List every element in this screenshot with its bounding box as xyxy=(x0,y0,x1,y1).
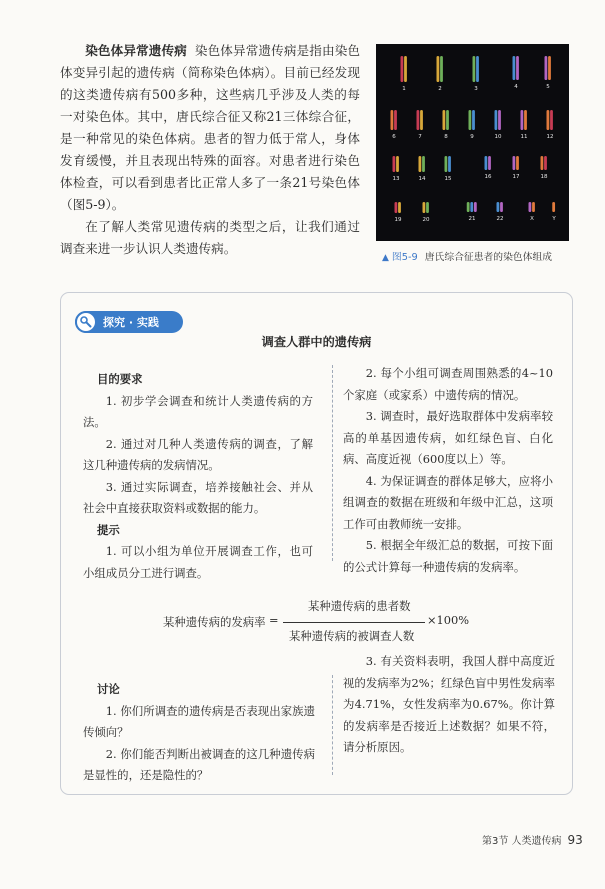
chromosome-6 xyxy=(394,110,397,130)
chromosome-Y xyxy=(552,202,555,212)
chromosome-9 xyxy=(472,110,475,130)
chromosome-label: 21 xyxy=(468,216,476,222)
chromosome-label: 4 xyxy=(514,84,518,90)
chromosome-1 xyxy=(401,56,404,82)
formula-times-100: ×100% xyxy=(427,613,470,627)
chromosome-4 xyxy=(513,56,516,80)
chromosome-label: 19 xyxy=(394,217,402,223)
page-footer xyxy=(482,832,583,847)
discussion-item: 2. 你们能否判断出被调查的这几种遗传病是显性的，还是隐性的？ xyxy=(83,746,315,782)
discussion-item: 3. 有关资料表明，我国人群中高度近视的发病率为2%；红绿色盲中男性发病率为4.71%，女性发病率为0.67%。你计算的发病率是否接近上述数据？如果不符，请分析原因。 xyxy=(343,654,555,754)
chromosome-label: 18 xyxy=(540,174,548,180)
page-number: 93 xyxy=(567,833,583,847)
chromosome-11 xyxy=(521,110,524,130)
formula-numerator: 某种遗传病的患者数 xyxy=(308,599,411,613)
chromosome-17 xyxy=(513,156,516,170)
microscope-icon xyxy=(75,311,97,333)
chromosome-X xyxy=(532,202,535,212)
column-divider-top xyxy=(332,365,333,561)
chromosome-22 xyxy=(500,202,503,212)
chromosome-7 xyxy=(417,110,420,130)
discussion-heading: 讨论 xyxy=(97,682,120,696)
tip-item: 1. 可以小组为单位开展调查工作，也可小组成员分工进行调查。 xyxy=(83,544,313,580)
chromosome-18 xyxy=(541,156,544,170)
chromosome-16 xyxy=(485,156,488,170)
chromosome-X xyxy=(529,202,532,212)
tip-item: 2. 每个小组可调查周围熟悉的4~10个家庭（或家系）中遗传病的情况。 xyxy=(343,366,553,402)
chromosome-label: 10 xyxy=(494,134,502,140)
discussion-right xyxy=(343,651,555,759)
intro-paragraph-1: 染色体异常遗传病 染色体异常遗传病是指由染色体变异引起的遗传病（简称染色体病）。目前已经发现的这类遗传病有500多种，这些病几乎涉及人类的每一对染色体。其中，唐氏综合征又称21三体综合征，是一种常见的染色体病。患者的智力低于常人，身体发育缓慢，并且表现出特殊的面容。对患者进行染色体检查，可以看到患者比正常人多了一条21号染色体（图5-9）。 xyxy=(60,43,360,212)
chromosome-14 xyxy=(422,156,425,172)
chromosome-label: 8 xyxy=(444,134,448,140)
goal-item: 1. 初步学会调查和统计人类遗传病的方法。 xyxy=(83,393,313,429)
chromosome-label: 7 xyxy=(418,134,422,140)
chromosome-12 xyxy=(547,110,550,130)
chromosome-21 xyxy=(470,202,473,212)
left-column xyxy=(83,369,313,584)
chromosome-2 xyxy=(440,56,443,82)
chromosome-11 xyxy=(524,110,527,130)
chromosome-4 xyxy=(516,56,519,80)
chromosome-5 xyxy=(548,56,551,80)
chromosome-8 xyxy=(446,110,449,130)
tips-heading: 提示 xyxy=(97,522,120,537)
incidence-formula xyxy=(61,598,572,648)
discussion-left xyxy=(83,679,315,787)
tip-item: 5. 根据全年级汇总的数据，可按下面的公式计算每一种遗传病的发病率。 xyxy=(343,538,553,574)
chromosome-10 xyxy=(495,110,498,130)
chromosome-20 xyxy=(426,202,429,213)
chromosome-7 xyxy=(420,110,423,130)
chromosome-8 xyxy=(443,110,446,130)
chromosome-label: 17 xyxy=(512,174,520,180)
chromosome-label: 13 xyxy=(392,176,400,182)
tip-item: 4. 为保证调查的群体足够大，应将小组调查的数据在班级和年级中汇总，这项工作可由教师统一安排。 xyxy=(343,473,553,531)
goal-item: 3. 通过实际调查，培养接触社会、并从社会中直接获取资料或数据的能力。 xyxy=(83,479,313,515)
chromosome-1 xyxy=(404,56,407,82)
chromosome-21 xyxy=(467,202,470,212)
intro-text xyxy=(60,40,360,260)
chromosome-17 xyxy=(516,156,519,170)
intro-paragraph-2: 在了解人类常见遗传病的类型之后，让我们通过调查来进一步认识人类遗传病。 xyxy=(60,219,360,256)
chromosome-10 xyxy=(498,110,501,130)
chromosome-label: 12 xyxy=(546,134,554,140)
chromosome-14 xyxy=(419,156,422,172)
chromosome-label: 6 xyxy=(392,134,396,140)
chromosome-21 xyxy=(474,202,477,212)
box-title: 调查人群中的遗传病 xyxy=(261,335,372,349)
chromosome-label: 1 xyxy=(402,86,406,92)
chromosome-label: 9 xyxy=(470,134,474,140)
chromosome-2 xyxy=(437,56,440,82)
term-heading: 染色体异常遗传病 xyxy=(85,43,187,58)
formula-denominator: 某种遗传病的被调查人数 xyxy=(289,629,415,643)
chromosome-label: 22 xyxy=(496,216,504,222)
chromosome-15 xyxy=(448,156,451,172)
chromosome-label: 16 xyxy=(484,174,492,180)
chromosome-22 xyxy=(497,202,500,212)
formula-lhs: 某种遗传病的发病率 xyxy=(163,615,266,629)
right-column xyxy=(343,363,553,578)
chromosome-label: 14 xyxy=(418,176,426,182)
chromosome-15 xyxy=(445,156,448,172)
caption-triangle-icon: ▲ xyxy=(382,253,389,263)
figure-caption: ▲ 图5-9 唐氏综合征患者的染色体组成 xyxy=(382,252,553,263)
chromosome-label: Y xyxy=(552,216,556,222)
chromosome-3 xyxy=(473,56,476,82)
chromosome-label: X xyxy=(530,216,534,222)
chromosome-19 xyxy=(395,202,398,213)
chromosome-label: 11 xyxy=(520,134,528,140)
chromosome-label: 15 xyxy=(444,176,452,182)
chromosome-6 xyxy=(391,110,394,130)
chromosome-16 xyxy=(488,156,491,170)
inquiry-practice-box xyxy=(60,292,573,795)
chromosome-3 xyxy=(476,56,479,82)
chromosome-18 xyxy=(544,156,547,170)
inquiry-badge: 探究 · 实践 xyxy=(75,311,183,333)
fraction-bar xyxy=(283,622,425,623)
column-divider-bottom xyxy=(332,675,333,775)
karyotype-svg xyxy=(376,44,569,241)
chromosome-label: 5 xyxy=(546,84,550,90)
chromosome-label: 20 xyxy=(422,217,430,223)
chromosome-19 xyxy=(398,202,401,213)
chromosome-20 xyxy=(423,202,426,213)
goal-item: 2. 通过对几种人类遗传病的调查，了解这几种遗传病的发病情况。 xyxy=(83,436,313,472)
discussion-item: 1. 你们所调查的遗传病是否表现出家族遗传倾向？ xyxy=(83,703,315,739)
karyotype-image xyxy=(376,44,569,241)
chromosome-12 xyxy=(550,110,553,130)
chromosome-13 xyxy=(393,156,396,172)
chromosome-label: 3 xyxy=(474,86,478,92)
goals-heading: 目的要求 xyxy=(97,372,143,386)
chromosome-5 xyxy=(545,56,548,80)
chromosome-9 xyxy=(469,110,472,130)
section-name: 第3节 人类遗传病 xyxy=(482,836,562,847)
chromosome-label: 2 xyxy=(438,86,442,92)
formula-equals: = xyxy=(269,613,279,627)
tip-item: 3. 调查时，最好选取群体中发病率较高的单基因遗传病，如红绿色盲、白化病、高度近视（600度以上）等。 xyxy=(343,409,553,466)
chromosome-13 xyxy=(396,156,399,172)
